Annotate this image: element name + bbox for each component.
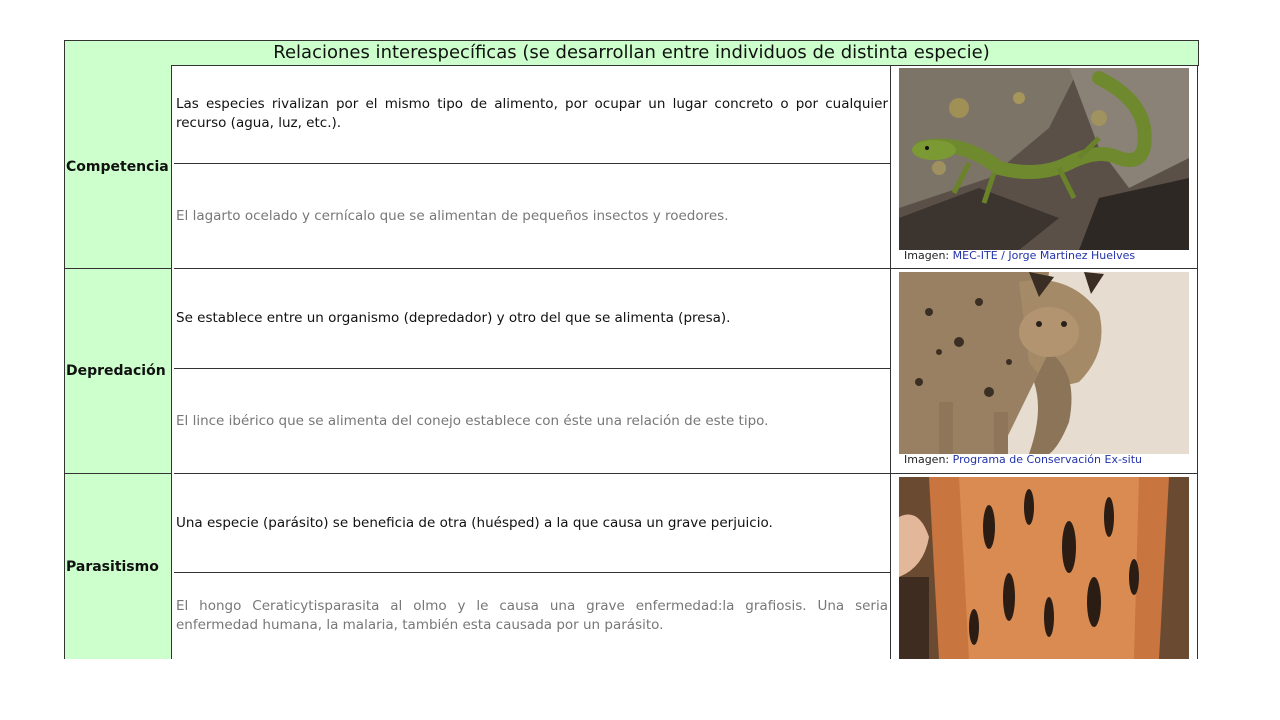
elm-bark-fungus-photo	[899, 477, 1189, 659]
example-depredacion: El lince ibérico que se alimenta del conejo establece con éste una relación de este tipo.	[174, 369, 890, 474]
image-cell-parasitismo	[890, 474, 1198, 659]
caption-prefix: Imagen:	[904, 453, 950, 466]
example-parasitismo: El hongo Ceraticytisparasita al olmo y le causa una grave enfermedad:la grafiosis. Una seria enfermedad humana, la malaria, también esta causada por un parásito.	[176, 598, 888, 633]
image-cell-depredacion	[890, 269, 1198, 474]
definition-parasitismo: Una especie (parásito) se beneficia de otra (huésped) a la que causa un grave perjuicio.	[174, 474, 890, 573]
definition-competencia: Las especies rivalizan por el mismo tipo de alimento, por ocupar un lugar concreto o por cualquier recurso (agua, luz, etc.).	[174, 65, 890, 164]
photo-credit-competencia	[904, 249, 1135, 262]
relations-table	[64, 40, 1199, 659]
table-title: Relaciones interespecíficas (se desarrollan entre individuos de distinta especie)	[64, 40, 1199, 66]
photo-credit-link[interactable]: MEC-ITE / Jorge Martinez Huelves	[952, 249, 1136, 262]
example-competencia: El lagarto ocelado y cernícalo que se alimentan de pequeños insectos y roedores.	[174, 164, 890, 269]
row-label-depredacion: Depredación	[64, 269, 172, 474]
definition-depredacion: Se establece entre un organismo (depredador) y otro del que se alimenta (presa).	[174, 269, 890, 369]
caption-prefix: Imagen:	[904, 249, 950, 262]
image-cell-competencia	[890, 65, 1198, 269]
iberian-lynx-photo	[899, 272, 1189, 454]
row-label-parasitismo: Parasitismo	[64, 474, 172, 659]
ocellated-lizard-photo	[899, 68, 1189, 250]
row-label-competencia: Competencia	[64, 65, 172, 269]
photo-credit-depredacion	[904, 453, 1142, 466]
photo-credit-link[interactable]: Programa de Conservación Ex-situ	[952, 453, 1142, 466]
